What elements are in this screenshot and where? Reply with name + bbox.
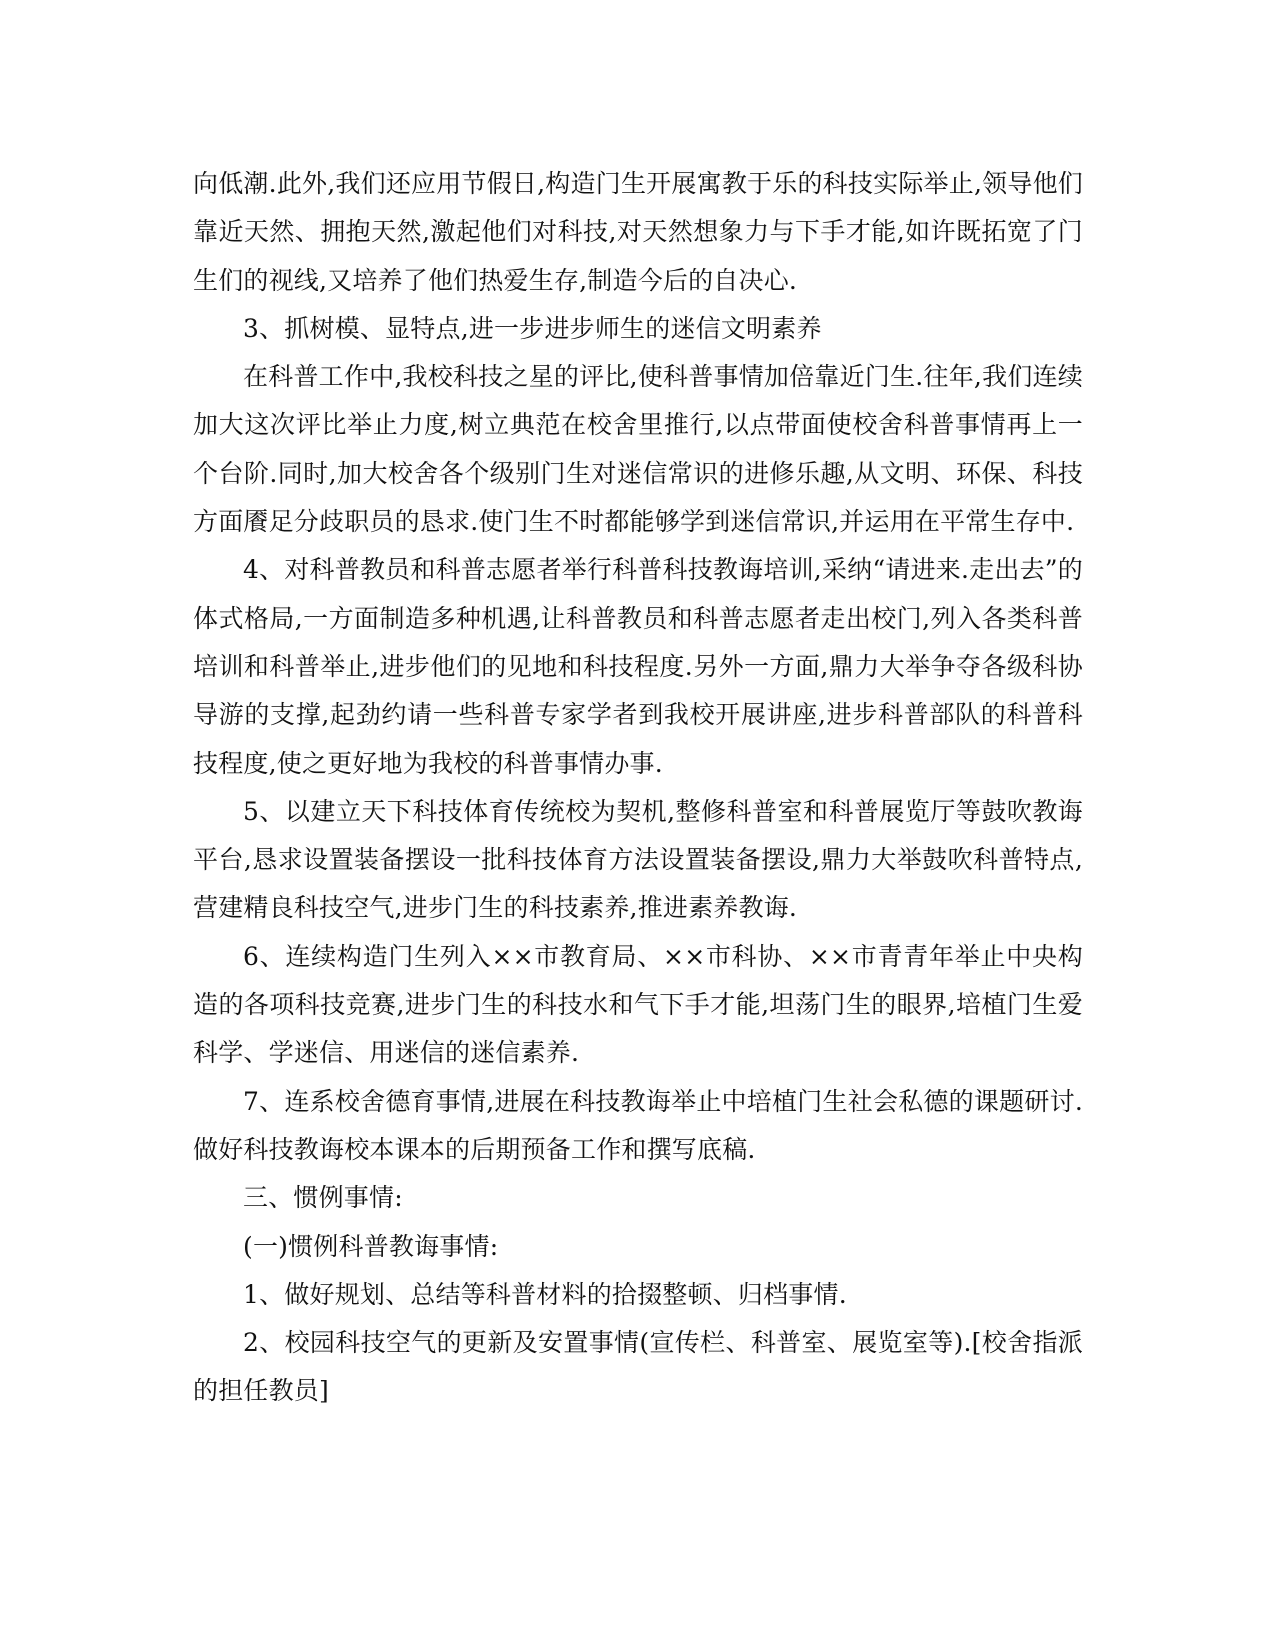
- section-heading-3: 三、惯例事情:: [243, 1183, 403, 1213]
- paragraph-science-star: 在科普工作中,我校科技之星的评比,使科普事情加倍靠近门生.往年,我们连续加大这次评比举止力度,树立典范在校舍里推行,以点带面使校舍科普事情再上一个台阶.同时,加大校舍各个级别门生对迷信常识的进修乐趣,从文明、环保、科技方面餍足分歧职员的恳求.使门生不时都能够学到迷信常识,并运用在平常生存中.: [193, 362, 1083, 537]
- list-item-2: 2、校园科技空气的更新及安置事情(宣传栏、科普室、展览室等).[校舍指派的担任教员]: [193, 1328, 1083, 1406]
- document-body: [193, 160, 1083, 1416]
- list-item-1: 1、做好规划、总结等科普材料的拾掇整顿、归档事情.: [243, 1279, 847, 1309]
- paragraph-item-5: 5、以建立天下科技体育传统校为契机,整修科普室和科普展览厅等鼓吹教诲平台,恳求设置装备摆设一批科技体育方法设置装备摆设,鼎力大举鼓吹科普特点,营建精良科技空气,进步门生的科技素养,推进素养教诲.: [193, 796, 1083, 923]
- paragraph-item-4: 4、对科普教员和科普志愿者举行科普科技教诲培训,采纳“请进来.走出去”的体式格局,一方面制造多种机遇,让科普教员和科普志愿者走出校门,列入各类科普培训和科普举止,进步他们的见地和科技程度.另外一方面,鼎力大举争夺各级科协导游的支撑,起劲约请一些科普专家学者到我校开展讲座,进步科普部队的科普科技程度,使之更好地为我校的科普事情办事.: [193, 555, 1083, 778]
- paragraph-item-6: 6、连续构造门生列入××市教育局、××市科协、××市青青年举止中央构造的各项科技竞赛,进步门生的科技水和气下手才能,坦荡门生的眼界,培植门生爱科学、学迷信、用迷信的迷信素养.: [193, 941, 1083, 1068]
- paragraph-continuation: 向低潮.此外,我们还应用节假日,构造门生开展寓教于乐的科技实际举止,领导他们靠近天然、拥抱天然,激起他们对科技,对天然想象力与下手才能,如许既拓宽了门生们的视线,又培养了他们热爱生存,制造今后的自决心.: [193, 169, 1083, 295]
- subsection-heading-1: (一)惯例科普教诲事情:: [243, 1231, 499, 1261]
- heading-item-3: 3、抓树模、显特点,进一步进步师生的迷信文明素养: [243, 313, 822, 343]
- paragraph-item-7: 7、连系校舍德育事情,进展在科技教诲举止中培植门生社会私德的课题研讨.做好科技教诲校本课本的后期预备工作和撰写底稿.: [193, 1086, 1083, 1164]
